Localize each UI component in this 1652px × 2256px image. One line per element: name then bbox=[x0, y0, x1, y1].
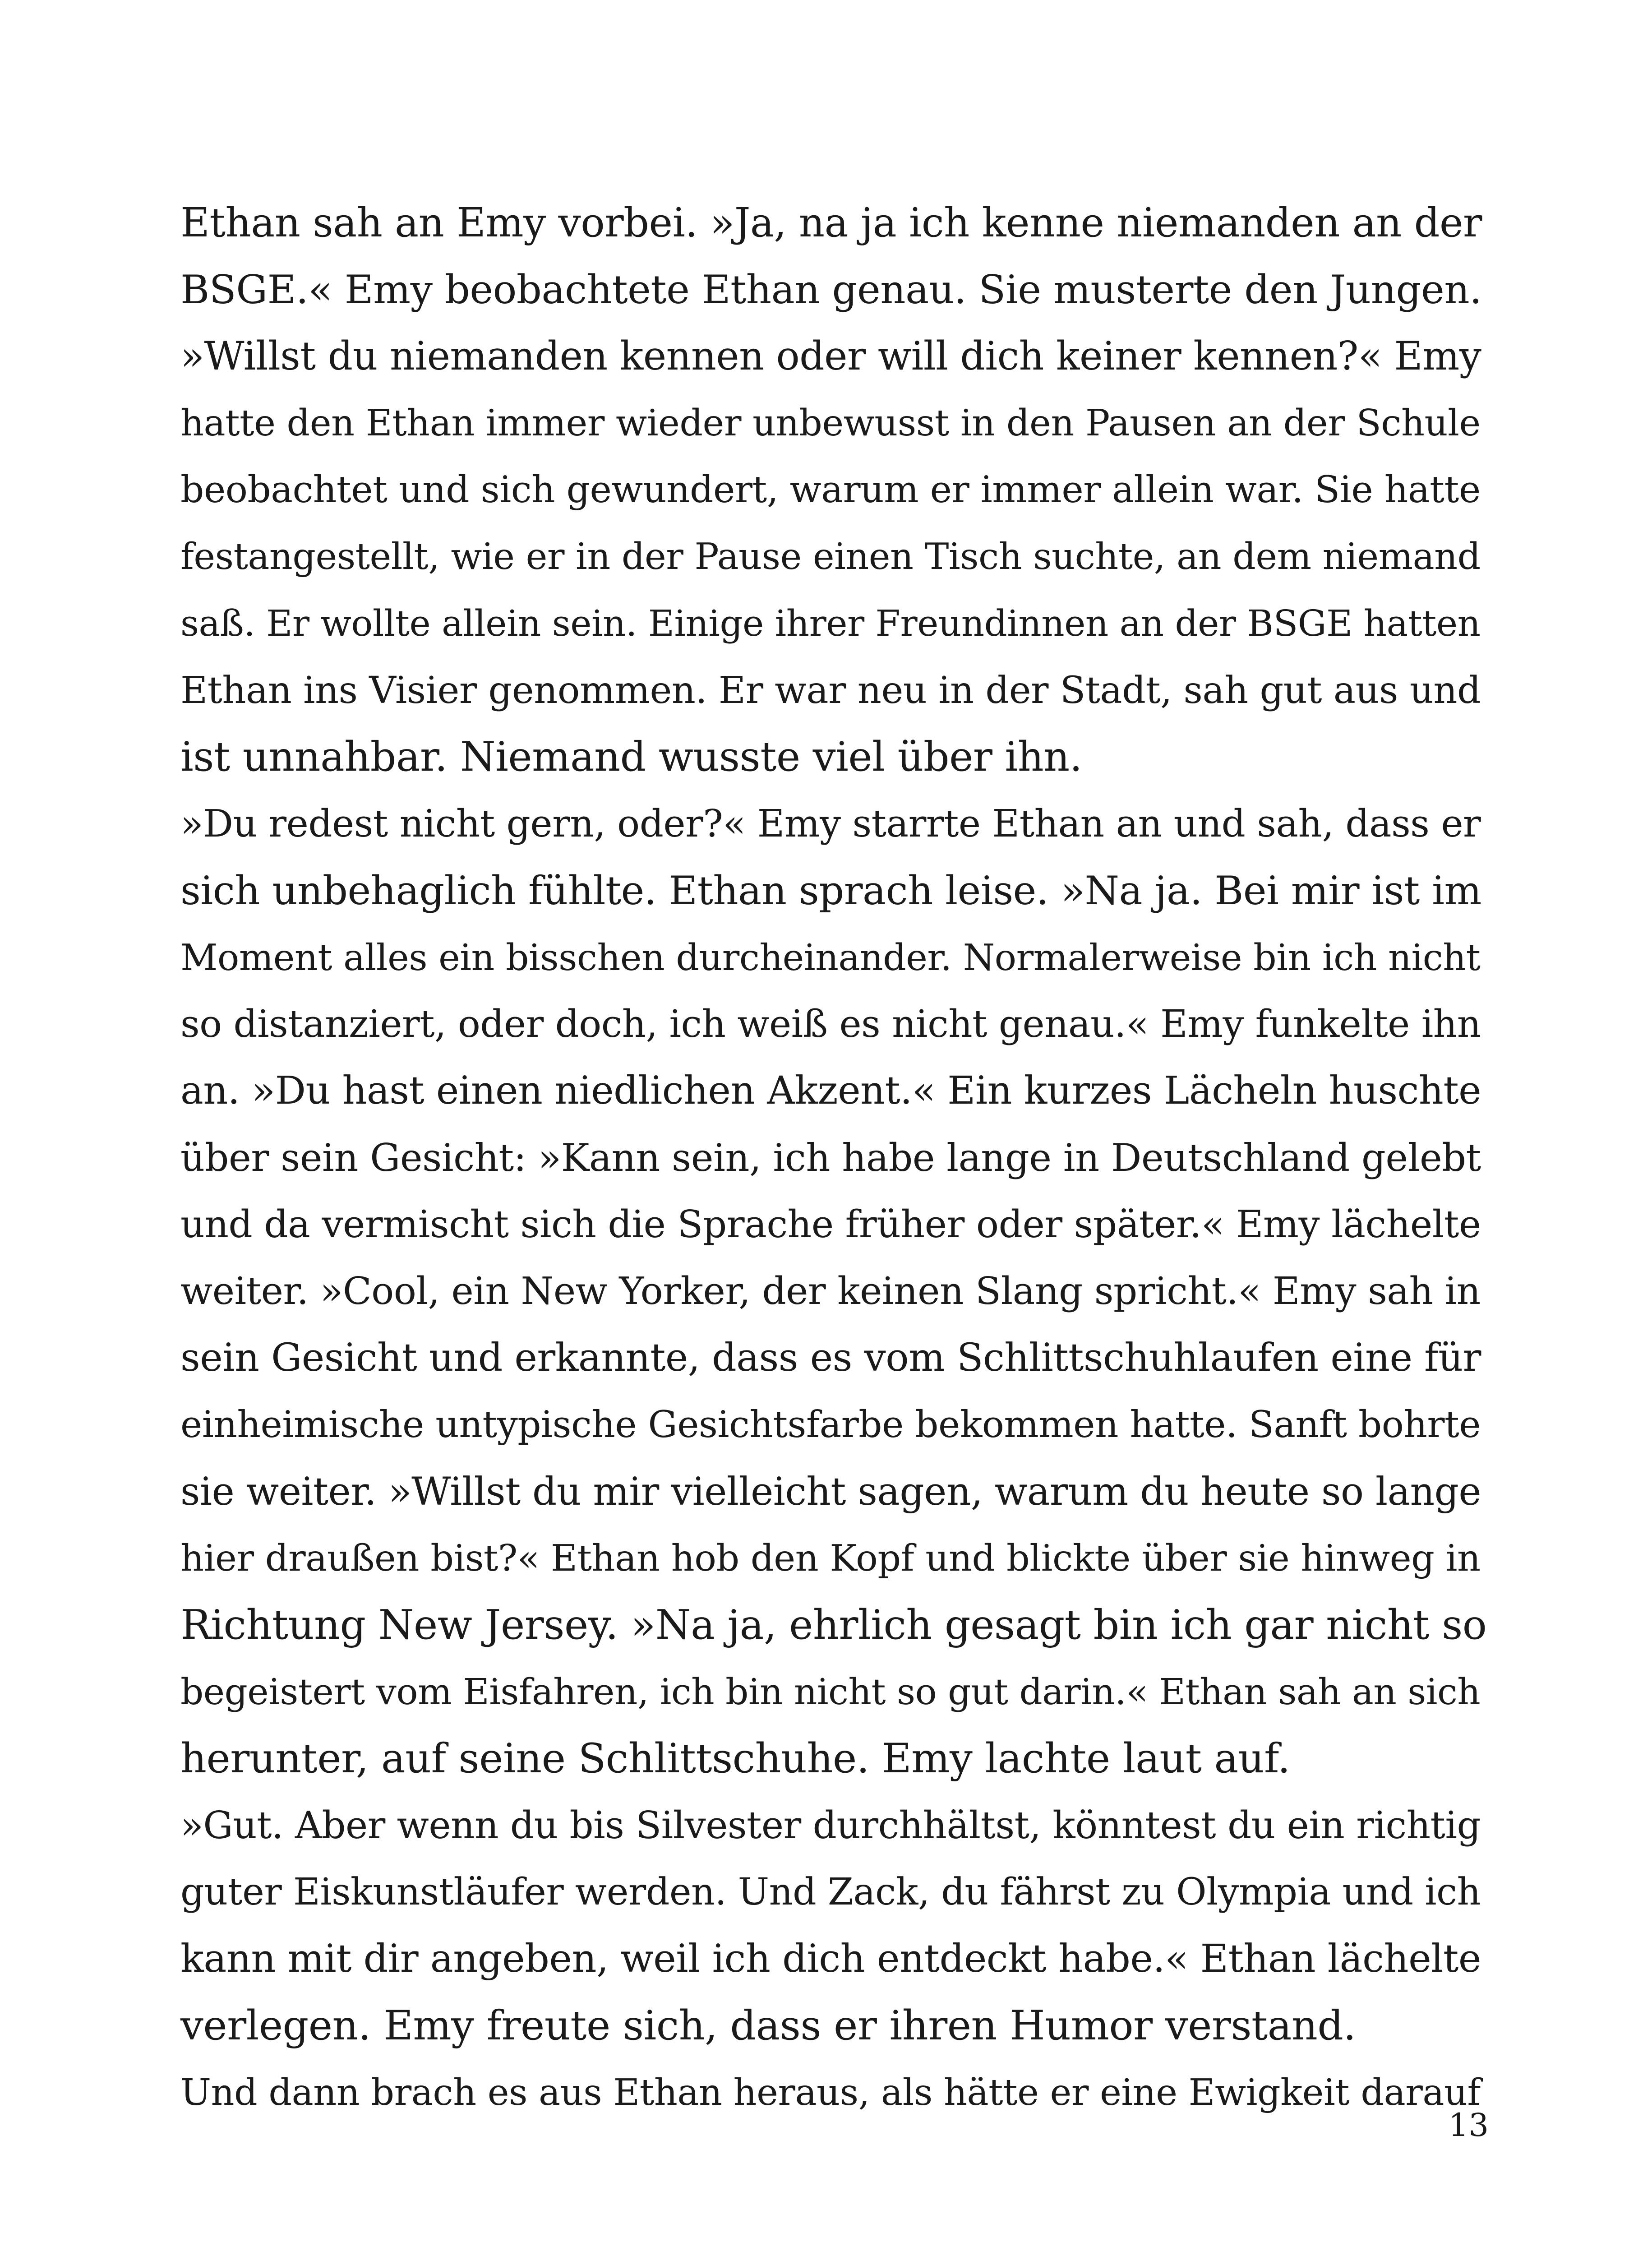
text-line: saß. Er wollte allein sein. Einige ihrer Freundinnen an der BSGE hatten bbox=[180, 602, 1481, 644]
text-line: sich unbehaglich fühlte. Ethan sprach leise. »Na ja. Bei mir ist im bbox=[180, 868, 1481, 914]
text-line: weiter. »Cool, ein New Yorker, der keinen Slang spricht.« Emy sah in bbox=[180, 1269, 1481, 1313]
text-line: beobachtet und sich gewundert, warum er immer allein war. Sie hatte bbox=[180, 468, 1481, 511]
text-line: »Du redest nicht gern, oder?« Emy starrte Ethan an und sah, dass er bbox=[180, 802, 1481, 846]
text-line: hier draußen bist?« Ethan hob den Kopf und blickte über sie hinweg in bbox=[180, 1537, 1481, 1580]
text-line: über sein Gesicht: »Kann sein, ich habe lange in Deutschland gelebt bbox=[180, 1136, 1481, 1180]
text-line: sein Gesicht und erkannte, dass es vom Schlittschuhlaufen eine für bbox=[180, 1336, 1481, 1380]
text-line: verlegen. Emy freute sich, dass er ihren Humor verstand. bbox=[180, 2002, 1356, 2049]
text-line: Moment alles ein bisschen durcheinander. Normalerweise bin ich nicht bbox=[180, 936, 1481, 979]
text-line: herunter, auf seine Schlittschuhe. Emy lachte laut auf. bbox=[180, 1735, 1290, 1782]
text-line: Richtung New Jersey. »Na ja, ehrlich gesagt bin ich gar nicht so bbox=[180, 1601, 1487, 1649]
text-line: »Willst du niemanden kennen oder will dich keiner kennen?« Emy bbox=[180, 334, 1481, 379]
text-line: hatte den Ethan immer wieder unbewusst in den Pausen an der Schule bbox=[180, 402, 1481, 444]
text-line: so distanziert, oder doch, ich weiß es nicht genau.« Emy funkelte ihn bbox=[180, 1002, 1481, 1046]
text-line: Ethan sah an Emy vorbei. »Ja, na ja ich kenne niemanden an der bbox=[180, 199, 1482, 246]
text-line: ist unnahbar. Niemand wusste viel über ihn. bbox=[180, 733, 1082, 781]
text-line: Und dann brach es aus Ethan heraus, als hätte er eine Ewigkeit darauf bbox=[180, 2071, 1481, 2114]
text-line: Ethan ins Visier genommen. Er war neu in der Stadt, sah gut aus und bbox=[180, 669, 1481, 712]
text-line: kann mit dir angeben, weil ich dich entdeckt habe.« Ethan lächelte bbox=[180, 1937, 1481, 1981]
page-number: 13 bbox=[1448, 2107, 1489, 2144]
text-line: »Gut. Aber wenn du bis Silvester durchhältst, könntest du ein richtig bbox=[180, 1803, 1481, 1847]
text-line: guter Eiskunstläufer werden. Und Zack, du fährst zu Olympia und ich bbox=[180, 1871, 1481, 1914]
text-line: festangestellt, wie er in der Pause einen Tisch suchte, an dem niemand bbox=[180, 536, 1481, 578]
text-line: einheimische untypische Gesichtsfarbe bekommen hatte. Sanft bohrte bbox=[180, 1403, 1481, 1446]
text-line: und da vermischt sich die Sprache früher oder später.« Emy lächelte bbox=[180, 1202, 1481, 1246]
text-line: an. »Du hast einen niedlichen Akzent.« Ein kurzes Lächeln huschte bbox=[180, 1068, 1481, 1113]
text-line: begeistert vom Eisfahren, ich bin nicht so gut darin.« Ethan sah an sich bbox=[180, 1671, 1481, 1713]
body-text bbox=[180, 190, 1489, 2126]
text-line: BSGE.« Emy beobachtete Ethan genau. Sie musterte den Jungen. bbox=[180, 267, 1482, 313]
text-line: sie weiter. »Willst du mir vielleicht sagen, warum du heute so lange bbox=[180, 1469, 1481, 1514]
